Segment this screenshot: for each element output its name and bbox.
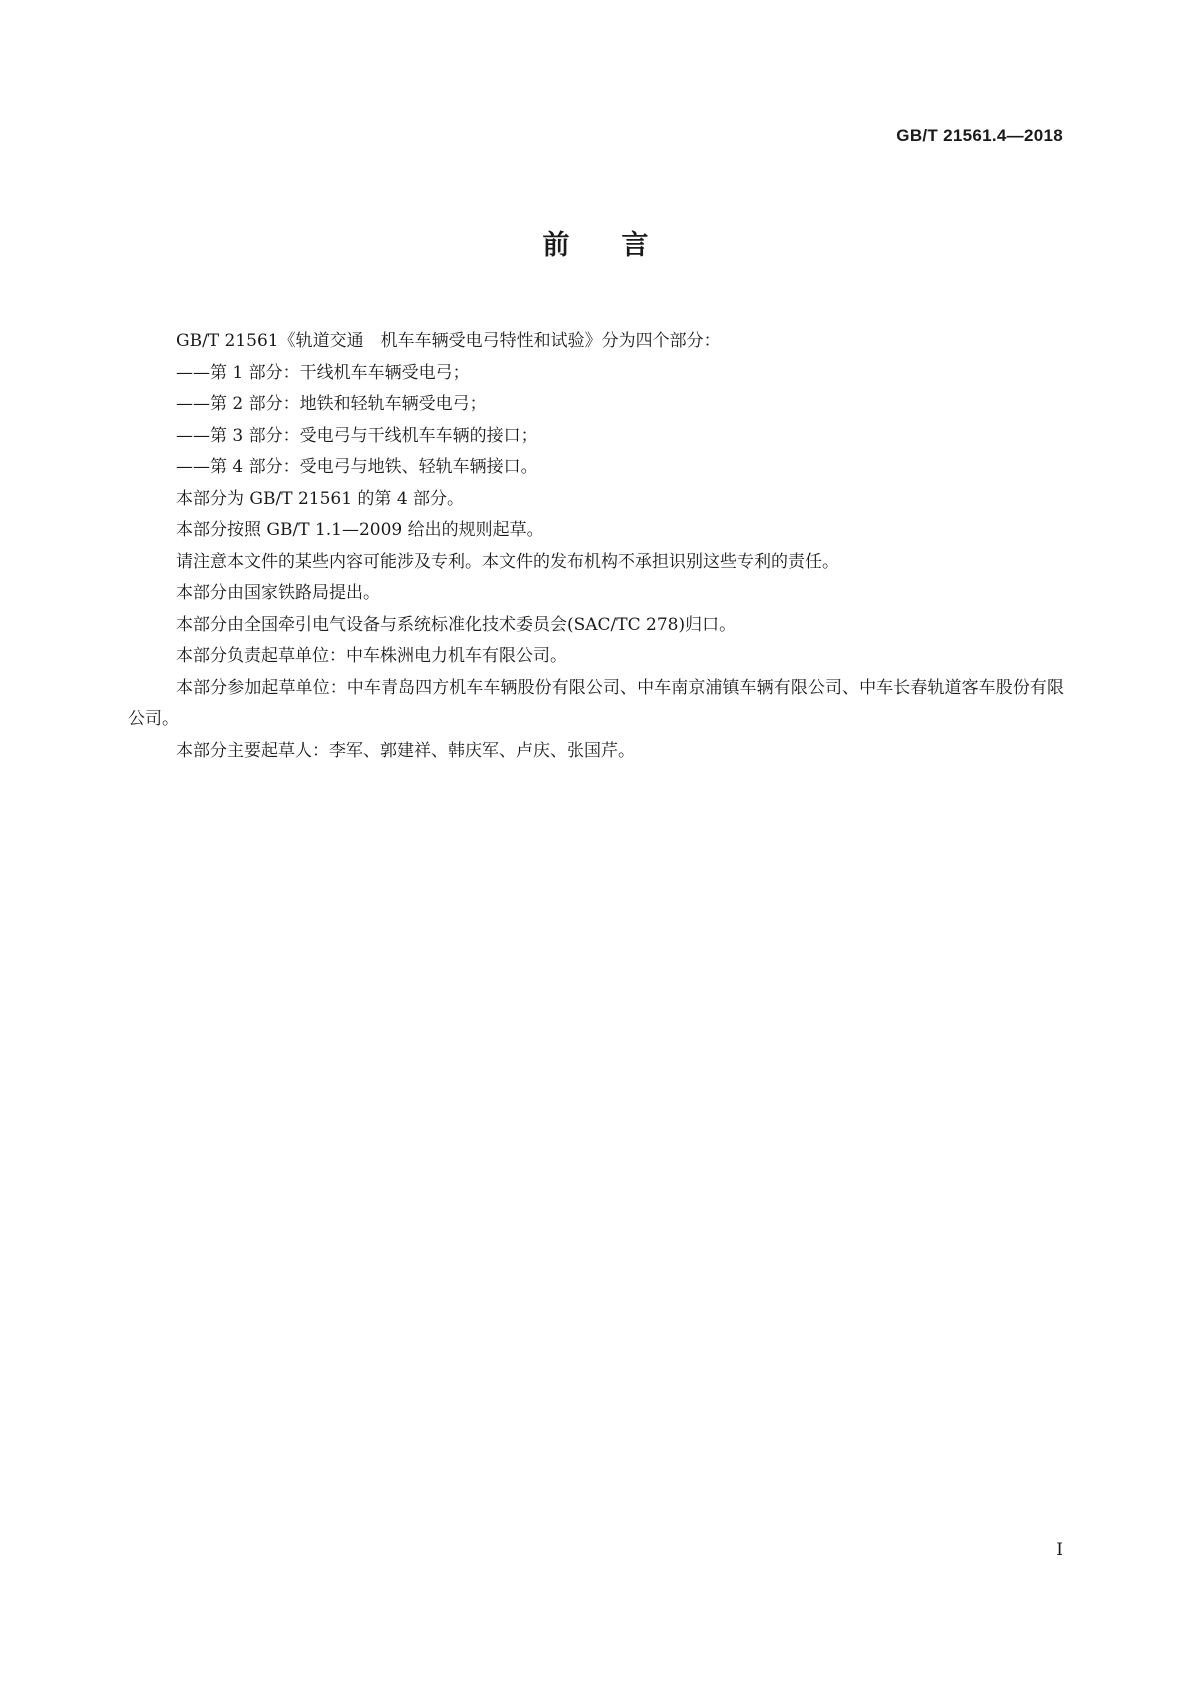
list-item-part-4: ——第 4 部分：受电弓与地铁、轻轨车辆接口。 [176,457,538,477]
document-code: GB/T 21561.4—2018 [896,126,1063,145]
page-number: I [1056,1540,1063,1560]
foreword-body [128,326,1064,767]
paragraph-proposed-by: 本部分由国家铁路局提出。 [176,583,380,603]
paragraph-drafting-rules: 本部分按照 GB/T 1.1—2009 给出的规则起草。 [176,520,544,540]
paragraph-centralized-by: 本部分由全国牵引电气设备与系统标准化技术委员会(SAC/TC 278)归口。 [176,614,737,635]
paragraph-patent-notice: 请注意本文件的某些内容可能涉及专利。本文件的发布机构不承担识别这些专利的责任。 [176,551,839,572]
list-item-part-3: ——第 3 部分：受电弓与干线机车车辆的接口； [176,425,538,446]
paragraph-part-statement: 本部分为 GB/T 21561 的第 4 部分。 [176,488,465,509]
paragraph-main-drafters: 本部分主要起草人：李军、郭建祥、韩庆军、卢庆、张国芹。 [176,740,635,761]
paragraph-responsible-drafter: 本部分负责起草单位：中车株洲电力机车有限公司。 [176,646,567,666]
paragraph-intro: GB/T 21561《轨道交通 机车车辆受电弓特性和试验》分为四个部分： [176,331,721,351]
paragraph-participating-drafters: 本部分参加起草单位：中车青岛四方机车车辆股份有限公司、中车南京浦镇车辆有限公司、中车长春轨道客车股份有限公司。 [128,677,1064,729]
page-title: 前言 [542,230,701,261]
list-item-part-2: ——第 2 部分：地铁和轻轨车辆受电弓； [176,394,487,414]
list-item-part-1: ——第 1 部分：干线机车车辆受电弓； [176,362,470,383]
